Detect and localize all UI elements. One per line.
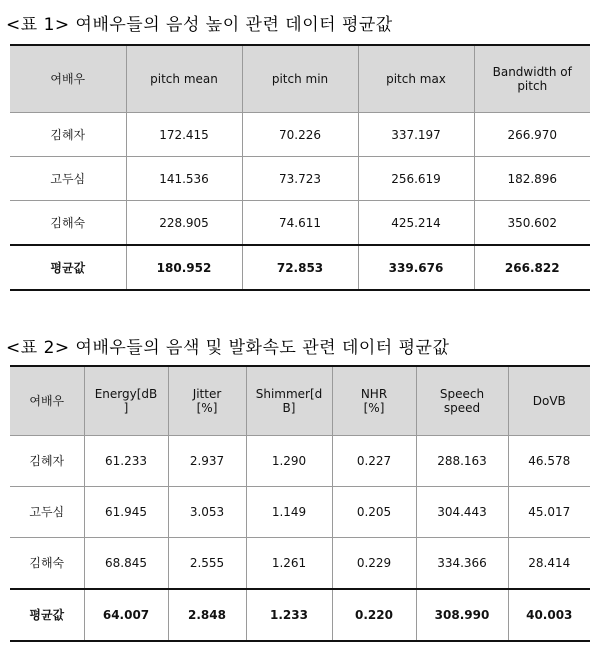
table-cell: 0.205 bbox=[332, 487, 416, 538]
table-cell: 425.214 bbox=[358, 201, 474, 246]
header-cell-nhr: NHR [%] bbox=[332, 366, 416, 436]
header-cell-jitter: Jitter [%] bbox=[168, 366, 246, 436]
table-row bbox=[10, 487, 590, 538]
header-cell-bandwidth: Bandwidth of pitch bbox=[474, 45, 590, 113]
row-label: 김혜자 bbox=[10, 113, 126, 157]
table-cell: 228.905 bbox=[126, 201, 242, 246]
table-cell: 2.555 bbox=[168, 538, 246, 590]
table2-caption: <표 2> 여배우들의 음색 및 발화속도 관련 데이터 평균값 bbox=[6, 338, 450, 358]
table-row bbox=[10, 157, 590, 201]
table1-caption: <표 1> 여배우들의 음성 높이 관련 데이터 평균값 bbox=[6, 15, 393, 35]
table1-header-row bbox=[10, 45, 590, 113]
table2-header-row bbox=[10, 366, 590, 436]
row-label: 김해숙 bbox=[10, 538, 84, 590]
row-label: 김혜자 bbox=[10, 436, 84, 487]
average-cell: 0.220 bbox=[332, 589, 416, 641]
header-cell-dovb: DoVB bbox=[508, 366, 590, 436]
table-cell: 288.163 bbox=[416, 436, 508, 487]
average-cell: 308.990 bbox=[416, 589, 508, 641]
table-cell: 61.233 bbox=[84, 436, 168, 487]
table-cell: 350.602 bbox=[474, 201, 590, 246]
table-cell: 172.415 bbox=[126, 113, 242, 157]
average-cell: 72.853 bbox=[242, 245, 358, 290]
pitch-data-table bbox=[10, 44, 590, 291]
table-cell: 73.723 bbox=[242, 157, 358, 201]
table-row bbox=[10, 113, 590, 157]
table-row bbox=[10, 201, 590, 246]
table-row bbox=[10, 436, 590, 487]
table-cell: 304.443 bbox=[416, 487, 508, 538]
row-label: 김해숙 bbox=[10, 201, 126, 246]
table-cell: 0.227 bbox=[332, 436, 416, 487]
table-cell: 334.366 bbox=[416, 538, 508, 590]
header-cell-actress: 여배우 bbox=[10, 366, 84, 436]
average-cell: 64.007 bbox=[84, 589, 168, 641]
table-cell: 74.611 bbox=[242, 201, 358, 246]
timbre-speed-data-table bbox=[10, 365, 590, 642]
table-cell: 337.197 bbox=[358, 113, 474, 157]
table-cell: 61.945 bbox=[84, 487, 168, 538]
header-cell-shimmer: Shimmer[d B] bbox=[246, 366, 332, 436]
header-cell-pitch-max: pitch max bbox=[358, 45, 474, 113]
table-cell: 182.896 bbox=[474, 157, 590, 201]
table-cell: 68.845 bbox=[84, 538, 168, 590]
average-label: 평균값 bbox=[10, 245, 126, 290]
average-cell: 1.233 bbox=[246, 589, 332, 641]
row-label: 고두심 bbox=[10, 157, 126, 201]
average-cell: 339.676 bbox=[358, 245, 474, 290]
table-cell: 266.970 bbox=[474, 113, 590, 157]
table-cell: 1.149 bbox=[246, 487, 332, 538]
average-cell: 180.952 bbox=[126, 245, 242, 290]
row-label: 고두심 bbox=[10, 487, 84, 538]
table-cell: 3.053 bbox=[168, 487, 246, 538]
table-cell: 2.937 bbox=[168, 436, 246, 487]
header-cell-energy: Energy[dB ] bbox=[84, 366, 168, 436]
table-cell: 1.261 bbox=[246, 538, 332, 590]
average-row bbox=[10, 245, 590, 290]
table-cell: 0.229 bbox=[332, 538, 416, 590]
header-cell-pitch-mean: pitch mean bbox=[126, 45, 242, 113]
average-row bbox=[10, 589, 590, 641]
average-cell: 2.848 bbox=[168, 589, 246, 641]
table-row bbox=[10, 538, 590, 590]
table-cell: 141.536 bbox=[126, 157, 242, 201]
average-cell: 266.822 bbox=[474, 245, 590, 290]
table-cell: 256.619 bbox=[358, 157, 474, 201]
table-cell: 28.414 bbox=[508, 538, 590, 590]
table-cell: 46.578 bbox=[508, 436, 590, 487]
average-cell: 40.003 bbox=[508, 589, 590, 641]
header-cell-actress: 여배우 bbox=[10, 45, 126, 113]
average-label: 평균값 bbox=[10, 589, 84, 641]
header-cell-speech-speed: Speech speed bbox=[416, 366, 508, 436]
header-cell-pitch-min: pitch min bbox=[242, 45, 358, 113]
table-cell: 70.226 bbox=[242, 113, 358, 157]
table-cell: 45.017 bbox=[508, 487, 590, 538]
table-cell: 1.290 bbox=[246, 436, 332, 487]
